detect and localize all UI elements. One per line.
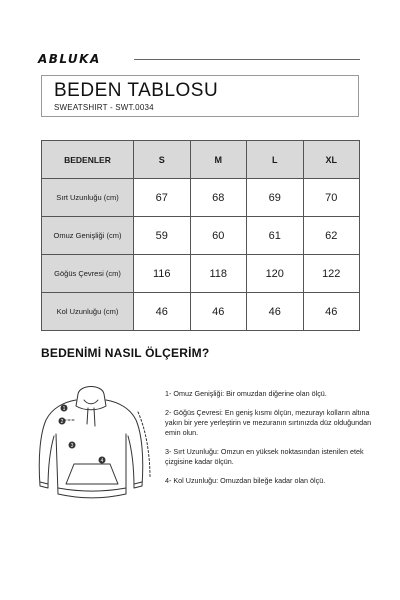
product-code: SWEATSHIRT - SWT.0034: [54, 103, 154, 112]
instruction-back: 3- Sırt Uzunluğu: Omzun en yüksek noktasından istenilen etek çizgisine kadar ölçün.: [165, 447, 364, 466]
size-header-xl: XL: [303, 141, 360, 179]
marker-3-label: 3: [70, 443, 74, 449]
table-cell: 46: [134, 293, 191, 331]
how-to-measure-title: BEDENİMİ NASIL ÖLÇERİM?: [41, 346, 210, 360]
table-cell: 60: [190, 217, 247, 255]
table-cell: 62: [303, 217, 360, 255]
table-cell: 61: [247, 217, 304, 255]
table-cell: 120: [247, 255, 304, 293]
table-row: [42, 255, 360, 293]
table-cell: 118: [190, 255, 247, 293]
table-cell: 46: [303, 293, 360, 331]
row-label: Kol Uzunluğu (cm): [42, 293, 134, 331]
marker-4-label: 4: [100, 458, 104, 464]
size-header-m: M: [190, 141, 247, 179]
table-row: [42, 293, 360, 331]
table-cell: 68: [190, 179, 247, 217]
size-header-s: S: [134, 141, 191, 179]
row-label: Göğüs Çevresi (cm): [42, 255, 134, 293]
table-cell: 59: [134, 217, 191, 255]
title-box: [41, 75, 359, 117]
size-table-header-row: [42, 141, 360, 179]
table-cell: 46: [190, 293, 247, 331]
table-cell: 116: [134, 255, 191, 293]
instruction-shoulder: 1- Omuz Genişliği: Bir omuzdan diğerine olan ölçü.: [165, 389, 327, 398]
table-cell: 67: [134, 179, 191, 217]
instruction-chest: 2- Göğüs Çevresi: En geniş kısmı ölçün, mezurayı kolların altına yakın bir yere yerleştirin ve mezuranın sırtınızda düz olduğundan emin olun.: [165, 408, 372, 437]
marker-1-label: 1: [62, 406, 66, 412]
row-label: Omuz Genişliği (cm): [42, 217, 134, 255]
table-row: [42, 179, 360, 217]
brand-row: [38, 52, 360, 66]
table-cell: 69: [247, 179, 304, 217]
marker-2-label: 2: [60, 419, 64, 425]
measurement-instructions: [165, 389, 375, 495]
size-table-header-label: BEDENLER: [42, 141, 134, 179]
hoodie-sketch: [26, 378, 156, 508]
brand-logo: ABLUKA: [38, 52, 101, 66]
size-header-l: L: [247, 141, 304, 179]
instruction-sleeve: 4- Kol Uzunluğu: Omuzdan bileğe kadar olan ölçü.: [165, 476, 326, 485]
size-table: [41, 140, 360, 331]
brand-divider: [134, 59, 360, 60]
table-cell: 46: [247, 293, 304, 331]
table-cell: 70: [303, 179, 360, 217]
page-title: BEDEN TABLOSU: [54, 80, 219, 101]
table-cell: 122: [303, 255, 360, 293]
row-label: Sırt Uzunluğu (cm): [42, 179, 134, 217]
table-row: [42, 217, 360, 255]
